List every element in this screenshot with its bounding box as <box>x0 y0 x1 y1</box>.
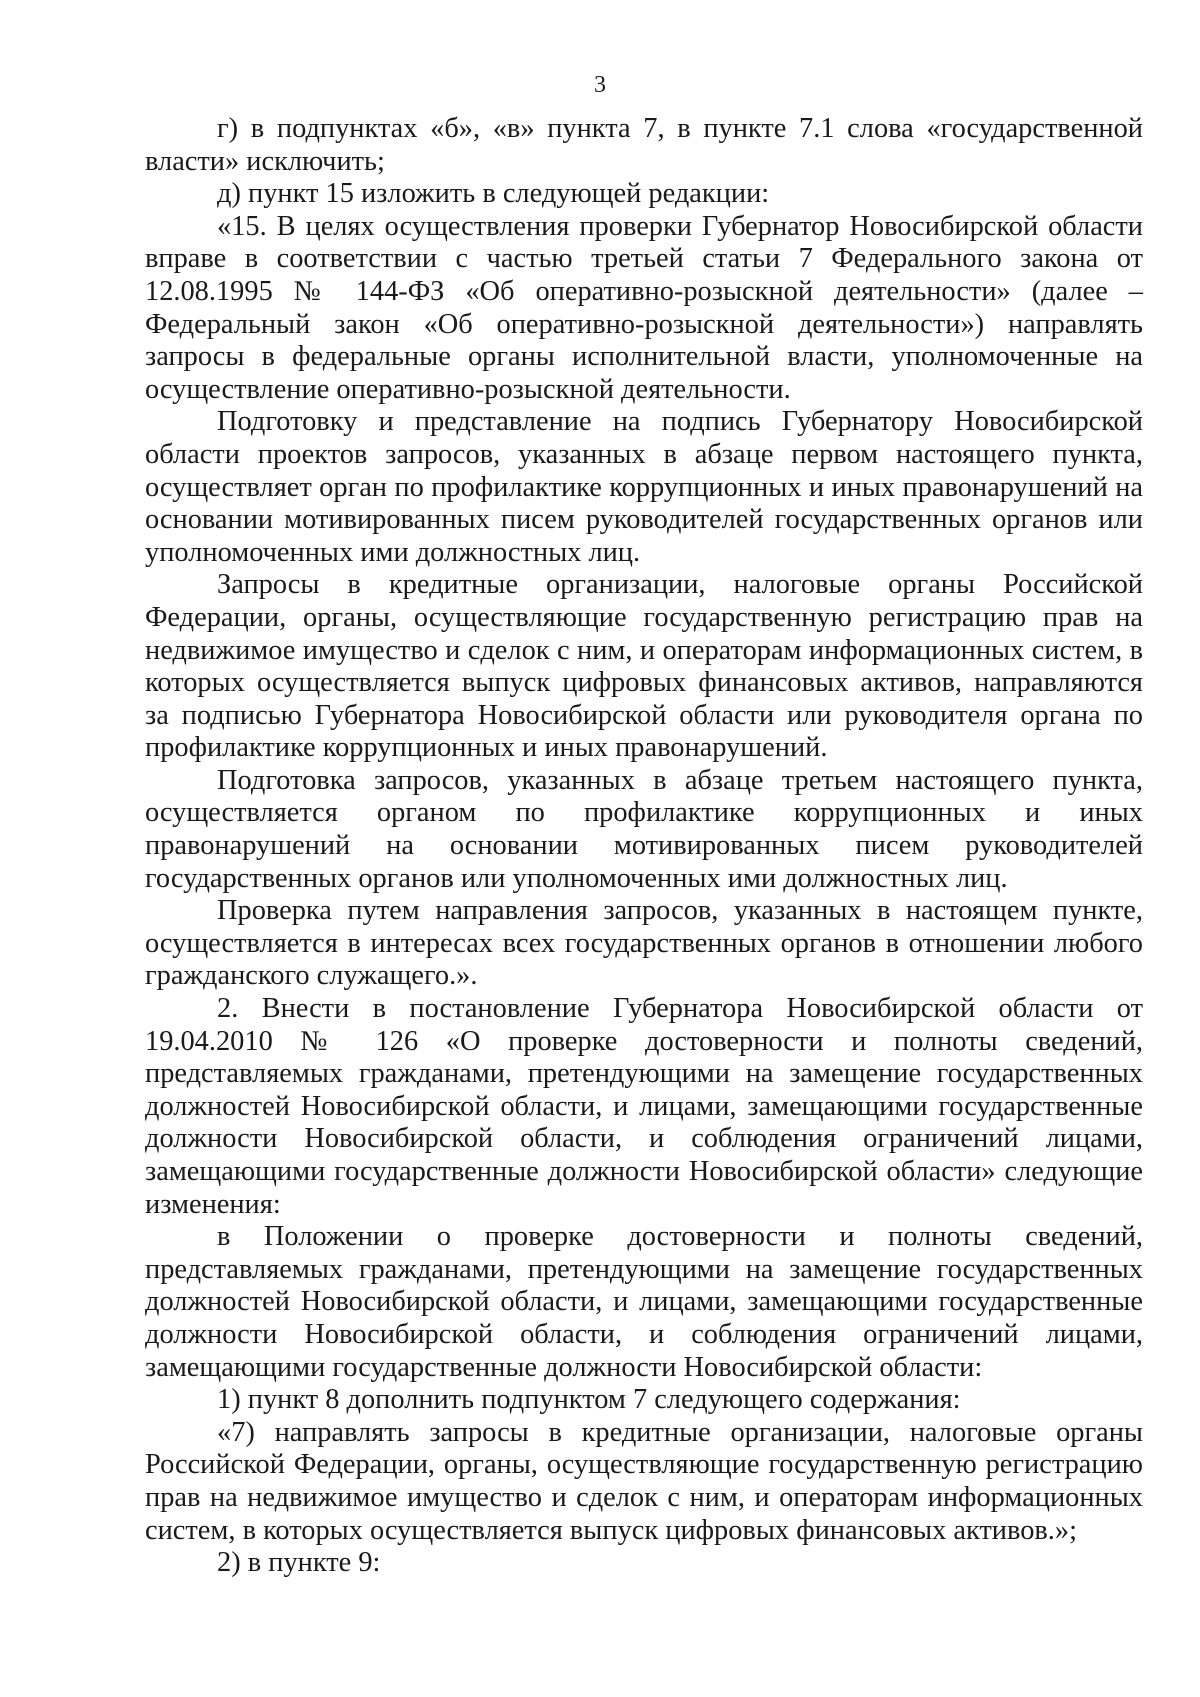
paragraph-item-2: 2. Внести в постановление Губернатора Новосибирской области от 19.04.2010 № 126 «О проверке достоверности и полноты сведений, представляемых гражданами, претендующими на замещение государственных должностей Новосибирской области, и лицами, замещающими государственные должности Новосибирской области, и соблюдения ограничений лицами, замещающими государственные должности Новосибирской области» следующие изменения: <box>145 993 1143 1220</box>
paragraph-requests: Запросы в кредитные организации, налоговые органы Российской Федерации, органы, осуществляющие государственную регистрацию прав на недвижимое имущество и сделок с ним, и операторам информационных систем, в которых осуществляется выпуск цифровых финансовых активов, направляются за подписью Губернатора Новосибирской области или руководителя органа по профилактике коррупционных и иных правонарушений. <box>145 569 1143 764</box>
paragraph-subpoint-7: «7) направлять запросы в кредитные организации, налоговые органы Российской Федерации, органы, осуществляющие государственную регистрацию прав на недвижимое имущество и сделок с ним, и операторам информационных систем, в которых осуществляется выпуск цифровых финансовых активов.»; <box>145 1416 1143 1546</box>
paragraph-preparation: Подготовку и представление на подпись Губернатору Новосибирской области проектов запросов, указанных в абзаце первом настоящего пункта, осуществляет орган по профилактике коррупционных и иных правонарушений на основании мотивированных писем руководителей государственных органов или уполномоченных ими должностных лиц. <box>145 406 1143 568</box>
paragraph-regulation: в Положении о проверке достоверности и полноты сведений, представляемых гражданами, претендующими на замещение государственных должностей Новосибирской области, и лицами, замещающими государственные должности Новосибирской области, и соблюдения ограничений лицами, замещающими государственные должности Новосибирской области: <box>145 1221 1143 1383</box>
page-number: 3 <box>594 72 606 98</box>
document-body <box>145 113 1143 1580</box>
paragraph-item-15: «15. В целях осуществления проверки Губернатор Новосибирской области вправе в соответствии с частью третьей статьи 7 Федерального закона от 12.08.1995 № 144-ФЗ «Об оперативно-розыскной деятельности» (далее – Федеральный закон «Об оперативно-розыскной деятельности») направлять запросы в федеральные органы исполнительной власти, уполномоченные на осуществление оперативно-розыскной деятельности. <box>145 210 1143 405</box>
paragraph-requests-preparation: Подготовка запросов, указанных в абзаце третьем настоящего пункта, осуществляется органом по профилактике коррупционных и иных правонарушений на основании мотивированных писем руководителей государственных органов или уполномоченных ими должностных лиц. <box>145 764 1143 894</box>
paragraph-verification: Проверка путем направления запросов, указанных в настоящем пункте, осуществляется в интересах всех государственных органов в отношении любого гражданского служащего.». <box>145 895 1143 992</box>
paragraph-subitem-d: д) пункт 15 изложить в следующей редакции: <box>217 178 770 210</box>
paragraph-subitem-g: г) в подпунктах «б», «в» пункта 7, в пункте 7.1 слова «государственной власти» исключить; <box>145 113 1143 177</box>
paragraph-point-8: 1) пункт 8 дополнить подпунктом 7 следующего содержания: <box>217 1384 961 1416</box>
paragraph-point-9: 2) в пункте 9: <box>217 1547 381 1579</box>
